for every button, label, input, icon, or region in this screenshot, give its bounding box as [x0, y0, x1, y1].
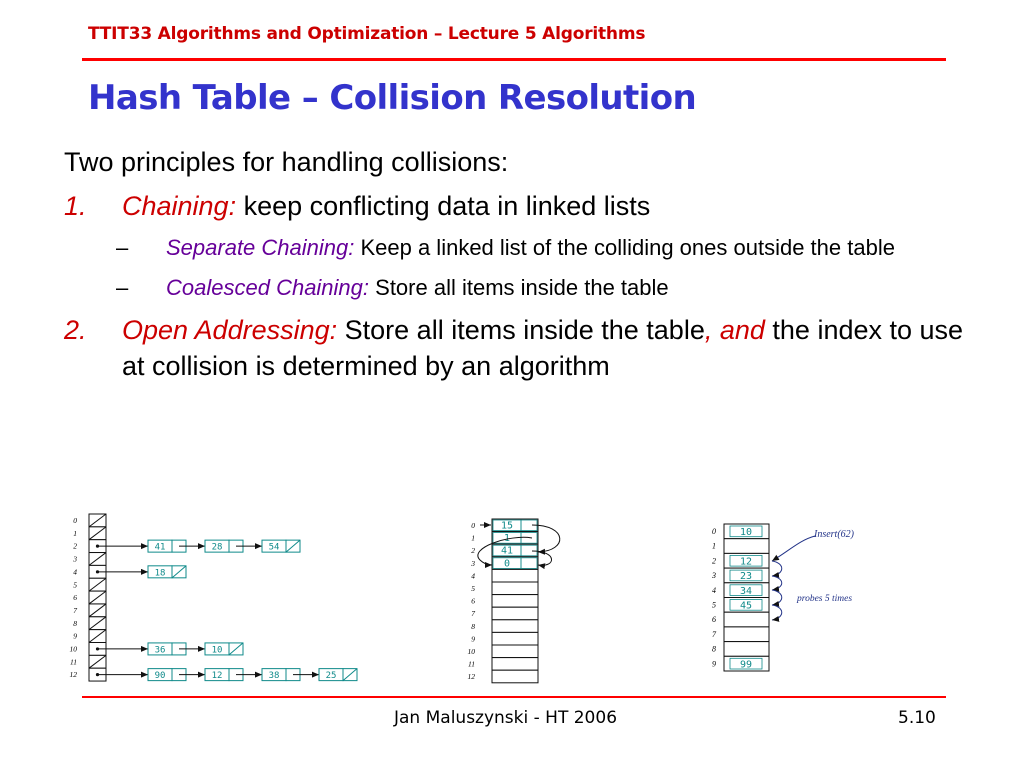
- cell-value: 15: [500, 520, 514, 532]
- index-label: 5: [712, 600, 716, 610]
- index-label: 2: [73, 541, 77, 551]
- index-label: 12: [69, 670, 77, 680]
- index-label: 6: [471, 596, 475, 606]
- footer-author: Jan Maluszynski - HT 2006: [394, 708, 618, 728]
- index-label: 7: [471, 609, 475, 619]
- node-value: 36: [154, 645, 166, 656]
- table-cell: [492, 620, 538, 633]
- subitem-text: Store all items inside the table: [369, 275, 669, 300]
- intro-text: Two principles for handling collisions:: [64, 147, 509, 177]
- index-label: 8: [73, 618, 77, 628]
- node-value: 28: [211, 542, 223, 553]
- index-label: 11: [70, 657, 77, 667]
- slide-title: Hash Table – Collision Resolution: [88, 78, 697, 118]
- cell-value: 1: [503, 533, 511, 545]
- footer-rule: [82, 696, 946, 698]
- index-label: 12: [467, 672, 475, 682]
- index-label: 9: [471, 634, 475, 644]
- node-value: 41: [154, 542, 166, 553]
- node-value: 10: [211, 645, 223, 656]
- index-label: 1: [712, 541, 716, 551]
- page-number: 5.10: [898, 708, 936, 728]
- cell-value: 99: [739, 659, 753, 671]
- index-label: 10: [69, 644, 77, 654]
- coalesced-chaining-diagram: [468, 519, 560, 683]
- item-text-rest: the index to use at collision is determined by an algorithm: [122, 315, 964, 381]
- index-label: 3: [73, 554, 77, 564]
- table-cell: [492, 544, 538, 557]
- node-value: 90: [154, 671, 166, 682]
- insert-arrow: [772, 536, 815, 561]
- open-addressing-diagram: [711, 524, 855, 671]
- table-cell: [492, 632, 538, 645]
- index-label: 6: [712, 615, 716, 625]
- index-label: 1: [471, 533, 475, 543]
- item-text: Store all items inside the table: [337, 315, 705, 345]
- index-label: 8: [471, 621, 475, 631]
- index-label: 2: [471, 546, 475, 556]
- probes-label: probes 5 times: [797, 594, 853, 604]
- subitem-text: Keep a linked list of the colliding ones outside the table: [354, 235, 895, 260]
- node-value: 12: [211, 671, 223, 682]
- table-cell: [492, 595, 538, 608]
- index-label: 4: [471, 571, 475, 581]
- table-cell: [492, 582, 538, 595]
- index-label: 10: [467, 647, 475, 656]
- index-label: 7: [73, 605, 77, 615]
- table-cell: [492, 557, 538, 570]
- item-number: 1.: [64, 191, 87, 221]
- node-value: 18: [154, 568, 166, 579]
- table-cell: [724, 627, 769, 642]
- index-label: 8: [712, 644, 716, 654]
- index-label: 5: [73, 580, 77, 590]
- dash-bullet: –: [116, 235, 129, 260]
- insert-label: Insert(62): [814, 529, 854, 540]
- index-label: 9: [712, 659, 716, 669]
- separate-chaining-diagram: [70, 514, 358, 681]
- index-label: 7: [712, 629, 716, 639]
- cell-value: 23: [739, 571, 753, 583]
- index-label: 1: [73, 528, 77, 538]
- item-label: Open Addressing:: [122, 315, 338, 345]
- table-cell: [724, 642, 769, 657]
- table-cell: [492, 607, 538, 620]
- probe-arrow: [772, 561, 782, 576]
- probe-arrow: [772, 605, 782, 620]
- index-label: 0: [73, 516, 77, 525]
- subitem-label: Coalesced Chaining:: [166, 275, 370, 300]
- item-number: 2.: [64, 315, 87, 345]
- item-text: keep conflicting data in linked lists: [236, 191, 651, 221]
- cell-value: 10: [739, 527, 753, 538]
- node-value: 25: [325, 671, 337, 682]
- probe-arrow: [772, 590, 782, 605]
- subitem-label: Separate Chaining:: [166, 235, 355, 260]
- table-cell: [492, 519, 538, 532]
- cell-value: 34: [739, 585, 753, 597]
- table-cell: [492, 670, 538, 683]
- table-cell: [724, 612, 769, 627]
- cell-value: 12: [739, 556, 753, 568]
- cell-value: 41: [500, 545, 514, 557]
- table-cell: [492, 658, 538, 671]
- node-value: 54: [268, 542, 280, 553]
- index-label: 5: [471, 584, 475, 593]
- index-label: 3: [471, 558, 475, 568]
- index-label: 11: [468, 659, 475, 669]
- dash-bullet: –: [116, 275, 129, 300]
- index-label: 3: [712, 571, 716, 581]
- probe-arrow: [772, 576, 782, 590]
- cell-value: 0: [503, 558, 511, 570]
- cell-value: 45: [739, 600, 753, 612]
- index-label: 2: [712, 556, 716, 566]
- index-label: 0: [471, 521, 475, 530]
- table-cell: [492, 645, 538, 658]
- index-label: 4: [73, 567, 77, 577]
- course-header: TTIT33 Algorithms and Optimization – Lecture 5 Algorithms: [88, 24, 646, 44]
- table-cell: [492, 569, 538, 582]
- item-and: , and: [704, 315, 765, 345]
- item-label: Chaining:: [122, 191, 237, 221]
- index-label: 4: [712, 585, 716, 595]
- index-label: 9: [73, 631, 77, 641]
- index-label: 0: [712, 527, 716, 536]
- index-label: 6: [73, 593, 77, 603]
- table-cell: [724, 539, 769, 554]
- node-value: 38: [268, 671, 280, 682]
